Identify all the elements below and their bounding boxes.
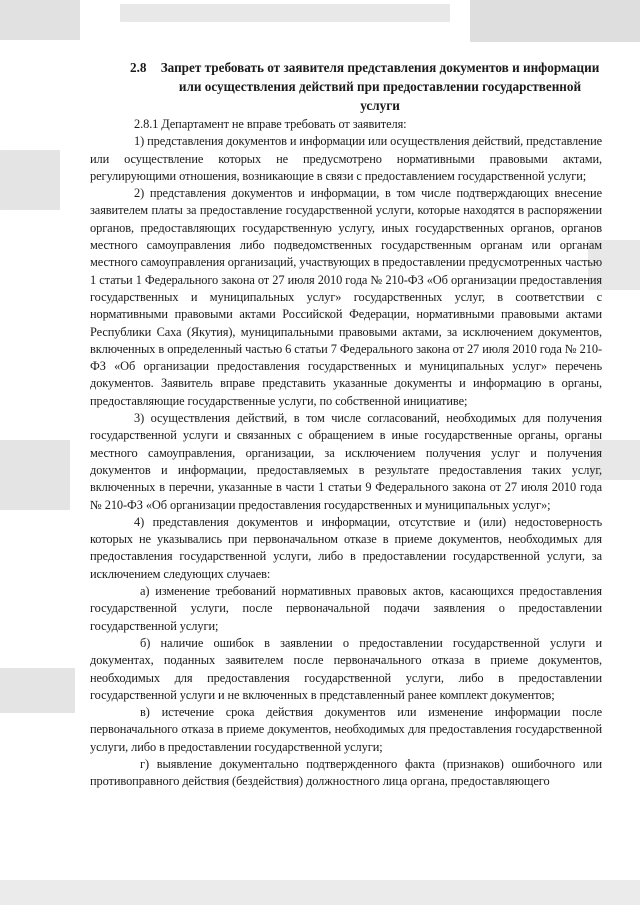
paragraph-item-4a: а) изменение требований нормативных правовых актов, касающихся предоставления государственной услуги, после первоначальной подачи заявления о предоставлении государственной услуги;	[90, 584, 602, 633]
paragraph-item-1: 1) представления документов и информации или осуществления действий, представление или осуществление которых не предусмотрено нормативными правовыми актами, регулирующими отношения, возникающие в связи с предоставлением государственной услуги;	[90, 134, 602, 183]
section-title: Запрет требовать от заявителя представления документов и информации или осуществления действий при предоставлении государственной услуги	[160, 60, 600, 113]
section-number: 2.8	[130, 60, 147, 75]
paragraph-item-4b: б) наличие ошибок в заявлении о предоставлении государственной услуги и документах, поданных заявителем после первоначального отказа в приеме документов, необходимых для предоставления государственной услуги, либо в предоставлении государственной услуги и не включенных в представленный ранее комплект документов;	[90, 635, 602, 702]
paragraph-item-4c: в) истечение срока действия документов или изменение информации после первоначального отказа в приеме документов, необходимых для предоставления государственной услуги, либо в предоставлении государственной услуги;	[90, 705, 602, 754]
scan-noise-bottom	[0, 880, 640, 905]
document-body	[90, 116, 602, 791]
scan-noise-top-left	[0, 0, 80, 40]
paragraph-item-2: 2) представления документов и информации, в том числе подтверждающих внесение заявителем платы за предоставление государственной услуги, которые находятся в распоряжении органов, предоставляющих государственную услугу, иных государственных органов, органов местного самоуправления либо подведомственных государственным органам или органам местного самоуправления организаций, участвующих в предоставлении предусмотренных частью 1 статьи 1 Федерального закона от 27 июля 2010 года № 210-ФЗ «Об организации предоставления государственных и муниципальных услуг» государственных услуг, в соответствии с нормативными правовыми актами Российской Федерации, нормативными правовыми актами Республики Саха (Якутия), муниципальными правовыми актами, за исключением документов, включенных в определенный частью 6 статьи 7 Федерального закона от 27 июля 2010 года № 210-ФЗ «Об организации предоставления государственных и муниципальных услуг» перечень документов. Заявитель вправе представить указанные документы и информацию в органы, предоставляющие государственные услуги, по собственной инициативе;	[90, 186, 602, 408]
paragraph-item-3: 3) осуществления действий, в том числе согласований, необходимых для получения государственной услуги и связанных с обращением в иные государственные органы, органы местного самоуправления, организации, за исключением получения услуг и получения документов и информации, предоставляемых в результате предоставления таких услуг, включенных в перечни, указанные в части 1 статьи 9 Федерального закона от 27 июля 2010 года № 210-ФЗ «Об организации предоставления государственных и муниципальных услуг»;	[90, 411, 602, 512]
scan-noise-left-2	[0, 440, 70, 510]
paragraph-item-4d: г) выявление документально подтвержденного факта (признаков) ошибочного или противоправного действия (бездействия) должностного лица органа, предоставляющего	[90, 756, 602, 789]
paragraph-intro: 2.8.1 Департамент не вправе требовать от заявителя:	[134, 117, 407, 131]
paragraph-item-4: 4) представления документов и информации, отсутствие и (или) недостоверность которых не указывались при первоначальном отказе в приеме документов, необходимых для предоставления государственной услуги, либо в предоставлении государственной услуги, за исключением следующих случаев:	[90, 514, 602, 581]
scan-noise-top	[120, 4, 450, 22]
scan-noise-left-1	[0, 150, 60, 210]
section-heading	[90, 58, 600, 115]
scan-noise-top-right	[470, 0, 640, 42]
scan-noise-left-3	[0, 668, 75, 713]
